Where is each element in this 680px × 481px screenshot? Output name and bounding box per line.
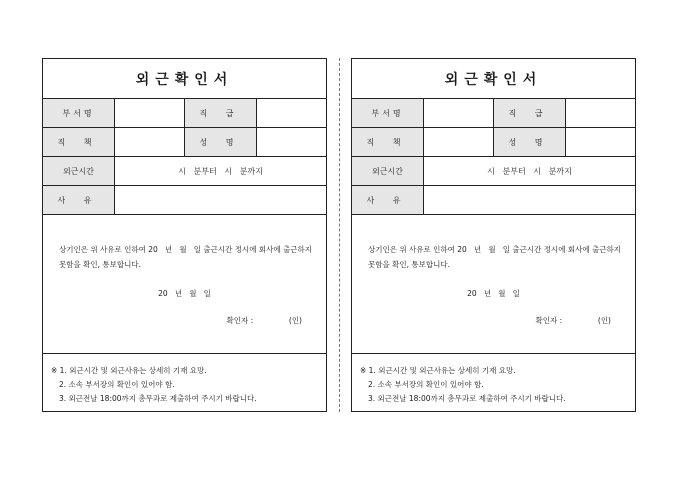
date-line: 20 년 월 일 (467, 289, 520, 298)
label-rank: 직 급 (185, 99, 257, 127)
field-name[interactable] (566, 128, 635, 156)
note-2: 2. 소속 부서장의 확인이 있어야 함. (59, 380, 175, 389)
label-reason: 사 유 (352, 186, 424, 214)
notes (43, 354, 326, 406)
field-rank[interactable] (257, 99, 326, 127)
label-time: 외근시간 (352, 157, 424, 185)
label-position: 직 책 (43, 128, 115, 156)
label-reason: 사 유 (43, 186, 115, 214)
cut-line (339, 58, 340, 412)
field-dept[interactable] (424, 99, 494, 127)
note-1: ※ 1. 외근시간 및 외근사유는 상세히 기재 요망. (51, 366, 207, 375)
confirmation-body (43, 215, 326, 354)
field-time[interactable]: 시 분부터 시 분까지 (487, 166, 572, 176)
field-time[interactable]: 시 분부터 시 분까지 (178, 166, 263, 176)
form-right (351, 58, 636, 412)
field-position[interactable] (115, 128, 185, 156)
field-name[interactable] (257, 128, 326, 156)
note-1: ※ 1. 외근시간 및 외근사유는 상세히 기재 요망. (360, 366, 516, 375)
form-title: 외근확인서 (43, 59, 326, 99)
field-reason[interactable] (424, 186, 635, 214)
field-rank[interactable] (566, 99, 635, 127)
row-time (352, 157, 635, 186)
label-time: 외근시간 (43, 157, 115, 185)
note-3: 3. 외근전날 18:00까지 총무과로 제출하여 주시기 바랍니다. (59, 394, 257, 403)
field-dept[interactable] (115, 99, 185, 127)
confirmation-body (352, 215, 635, 354)
row-reason (43, 186, 326, 215)
confirm-signature: 확인자 : (인) (226, 316, 302, 325)
row-dept-rank (352, 99, 635, 128)
label-dept: 부서명 (352, 99, 424, 127)
field-position[interactable] (424, 128, 494, 156)
label-name: 성 명 (494, 128, 566, 156)
label-name: 성 명 (185, 128, 257, 156)
confirm-signature: 확인자 : (인) (535, 316, 611, 325)
form-title: 외근확인서 (352, 59, 635, 99)
label-rank: 직 급 (494, 99, 566, 127)
date-line: 20 년 월 일 (158, 289, 211, 298)
form-left (42, 58, 327, 412)
notes (352, 354, 635, 406)
row-position-name (43, 128, 326, 157)
note-2: 2. 소속 부서장의 확인이 있어야 함. (368, 380, 484, 389)
confirmation-paragraph: 상기인은 위 사유로 인하여 20 년 월 일 출근시간 정시에 회사에 출근하지 못함을 확인, 통보합니다. (59, 245, 315, 269)
field-reason[interactable] (115, 186, 326, 214)
row-reason (352, 186, 635, 215)
label-dept: 부서명 (43, 99, 115, 127)
row-position-name (352, 128, 635, 157)
label-position: 직 책 (352, 128, 424, 156)
note-3: 3. 외근전날 18:00까지 총무과로 제출하여 주시기 바랍니다. (368, 394, 566, 403)
confirmation-paragraph: 상기인은 위 사유로 인하여 20 년 월 일 출근시간 정시에 회사에 출근하지 못함을 확인, 통보합니다. (368, 245, 624, 269)
row-time (43, 157, 326, 186)
row-dept-rank (43, 99, 326, 128)
